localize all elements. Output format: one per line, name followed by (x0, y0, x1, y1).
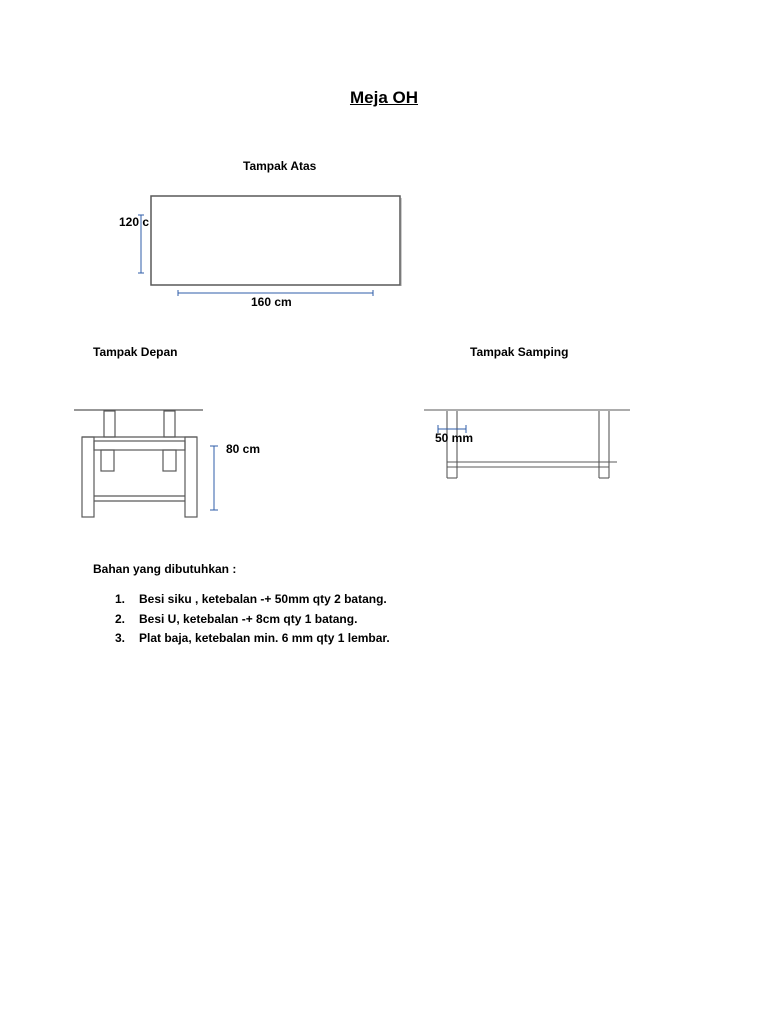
list-item (93, 629, 390, 649)
front-support-left (104, 411, 115, 437)
top-view-label: Tampak Atas (243, 159, 317, 173)
tabletop-outline (151, 196, 400, 285)
side-view-profile-dimension: 50 mm (435, 431, 474, 445)
document-title: Meja OH (349, 88, 419, 107)
front-view-label: Tampak Depan (93, 345, 178, 359)
list-item-text: Besi siku , ketebalan -+ 50mm qty 2 batang. (139, 592, 387, 606)
front-leg-left (82, 437, 94, 517)
front-view-height-dimension: 80 cm (226, 442, 261, 456)
front-leg-right (185, 437, 197, 517)
front-view-drawing (74, 410, 203, 517)
materials-heading: Bahan yang dibutuhkan : (93, 562, 237, 576)
list-item-text: Besi U, ketebalan -+ 8cm qty 1 batang. (139, 611, 358, 626)
materials-list (93, 590, 390, 649)
height-dimension-line (210, 446, 218, 510)
front-drop-right (163, 450, 176, 471)
list-item-number: 3. (115, 631, 126, 645)
list-item (93, 590, 390, 610)
top-view-drawing (138, 196, 401, 296)
list-item-text: Plat baja, ketebalan min. 6 mm qty 1 lembar. (139, 631, 390, 645)
top-view-width-dimension: 160 cm (251, 295, 292, 309)
list-item-number: 1. (115, 592, 126, 606)
front-support-right (164, 411, 175, 437)
top-view-depth-dimension: 120 c (119, 215, 150, 229)
list-item (93, 610, 390, 630)
front-beam-inner (94, 441, 185, 450)
list-item-number: 2. (115, 611, 126, 626)
front-drop-left (101, 450, 114, 471)
side-view-label: Tampak Samping (470, 345, 569, 359)
